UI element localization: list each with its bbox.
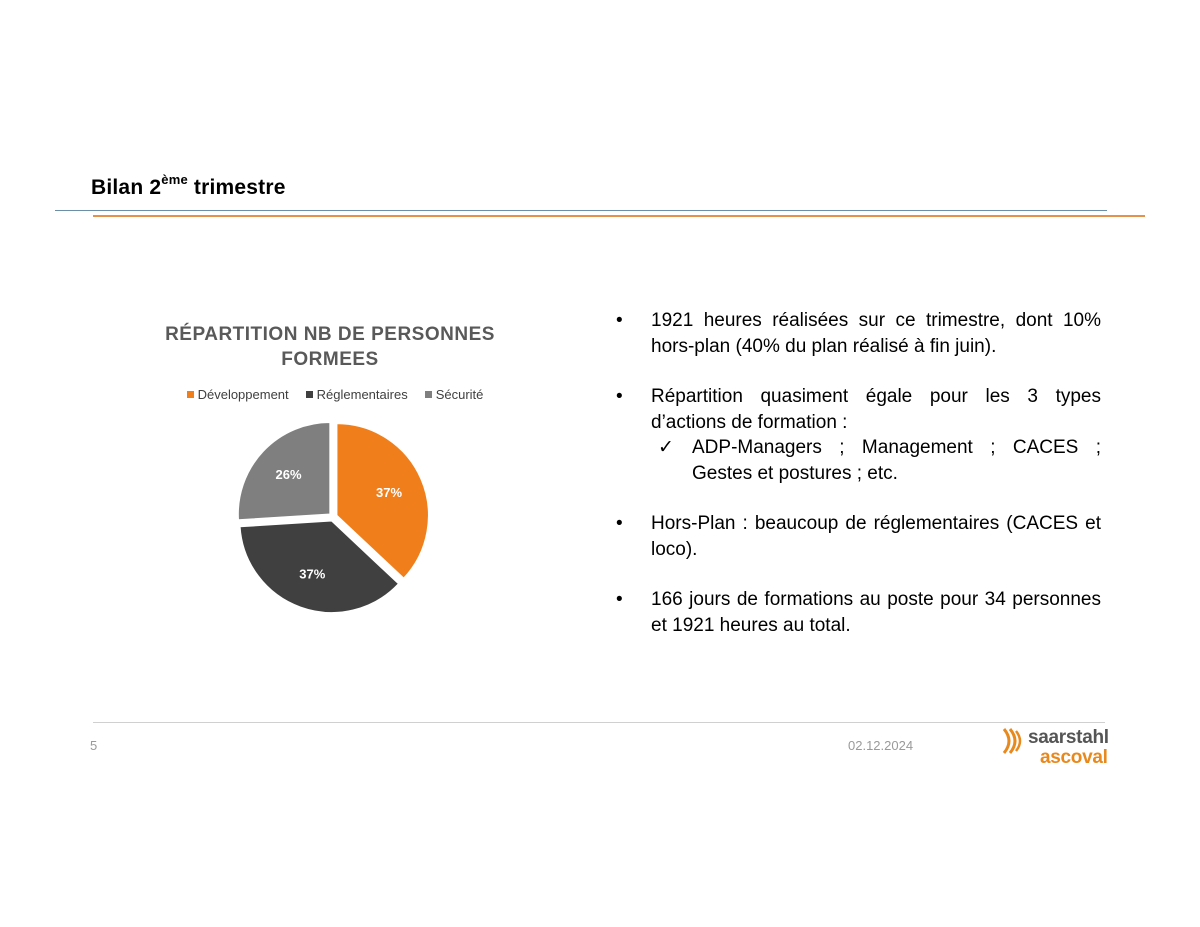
header-divider-blue [55, 210, 1107, 211]
header-divider-orange [93, 215, 1145, 217]
footer-date: 02.12.2024 [848, 738, 914, 753]
footer-divider [93, 722, 1105, 723]
legend-item-reglementaires: Réglementaires [306, 387, 408, 402]
check-icon: ✓ [658, 437, 674, 458]
company-logo: saarstahl ascoval [1002, 727, 1112, 767]
bullet-item: • Hors-Plan : beaucoup de réglementaires (CACES et loco). [610, 511, 1101, 562]
legend-swatch [187, 391, 194, 398]
bullet-item: • 1921 heures réalisées sur ce trimestre, dont 10% hors-plan (40% du plan réalisé à fin juin). [610, 308, 1101, 359]
pie-data-label: 37% [376, 484, 403, 500]
legend-item-securite: Sécurité [425, 387, 484, 402]
bullet-item: • 166 jours de formations au poste pour 34 personnes et 1921 heures au total. [610, 587, 1101, 638]
bullet-dot: • [616, 513, 623, 534]
bullet-dot: • [616, 310, 623, 331]
legend-swatch [425, 391, 432, 398]
logo-mark-icon [1002, 727, 1026, 755]
bullet-dot: • [616, 386, 623, 407]
bullet-list [610, 308, 1101, 663]
pie-chart [228, 412, 438, 622]
chart-title: RÉPARTITION NB DE PERSONNES FORMEES [165, 324, 495, 370]
slide-title: Bilan 2ème trimestre [91, 172, 286, 199]
legend-swatch [306, 391, 313, 398]
chart-legend [170, 387, 500, 402]
page-number: 5 [90, 738, 98, 753]
bullet-item: • Répartition quasiment égale pour les 3 types d’actions de formation : ✓ ADP-Managers ; Management ; CACES ; Gestes et postures ; etc. [610, 384, 1101, 486]
bullet-dot: • [616, 589, 623, 610]
sub-bullet-item: ✓ ADP-Managers ; Management ; CACES ; Gestes et postures ; etc. [610, 435, 1101, 486]
legend-item-developpement: Développement [187, 387, 289, 402]
pie-data-label: 26% [275, 467, 302, 483]
pie-data-label: 37% [299, 566, 326, 582]
